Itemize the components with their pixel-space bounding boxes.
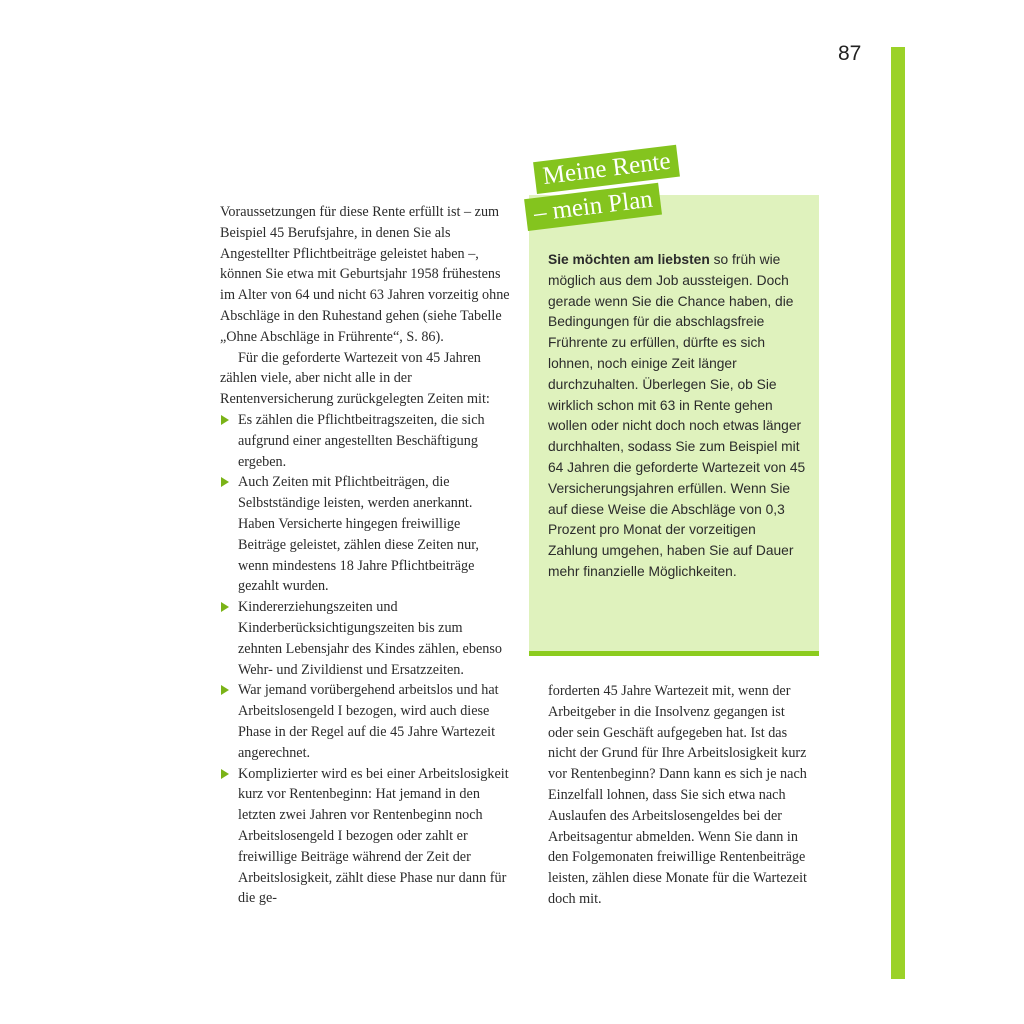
page-number: 87	[838, 42, 862, 65]
intro-paragraph: Voraussetzungen für diese Rente erfüllt ist – zum Beispiel 45 Berufsjahre, in denen Sie als Angestellter Pflichtbeiträge geleistet haben –, können Sie etwa mit Geburtsjahr 1958 frühestens im Alter von 64 und nicht 63 Jahren vorzeitig ohne Abschläge in den Ruhestand gehen (siehe Tabelle „Ohne Abschläge in Frührente“, S. 86).	[220, 204, 510, 345]
list-item-text: War jemand vorübergehend arbeitslos und hat Arbeitslosengeld I bezogen, wird auch diese Phase in der Regel auf die 45 Jahre Wartezeit angerechnet.	[238, 682, 499, 761]
list-item	[220, 597, 510, 680]
list-item-text: Kindererziehungszeiten und Kinderberücksichtigungszeiten bis zum zehnten Lebensjahr des Kindes zählen, ebenso Wehr- und Zivildienst und Ersatzzeiten.	[238, 599, 502, 678]
list-item	[220, 410, 510, 472]
triangle-bullet-icon	[221, 685, 229, 695]
accent-bar	[891, 47, 905, 979]
triangle-bullet-icon	[221, 477, 229, 487]
list-item	[220, 472, 510, 597]
list-item-text: Komplizierter wird es bei einer Arbeitslosigkeit kurz vor Rentenbeginn: Hat jemand in den letzten zwei Jahren vor Rentenbeginn noch Arbeitslosengeld I bezogen oder zahlt er freiwillige Beiträge während der Zeit der Arbeitslosigkeit, zählt diese Phase nur dann für die ge-	[238, 765, 509, 907]
list-item-text: Es zählen die Pflichtbeitragszeiten, die sich aufgrund einer angestellten Beschäftigung ergeben.	[238, 411, 485, 470]
plan-tag-line1: Meine Rente	[533, 145, 680, 194]
list-item	[220, 680, 510, 763]
triangle-bullet-icon	[221, 769, 229, 779]
right-column-paragraph: forderten 45 Jahre Wartezeit mit, wenn der Arbeitgeber in die Insolvenz gegangen ist oder sein Geschäft aufgegeben hat. Ist das nicht der Grund für Ihre Arbeitslosigkeit kurz vor Rentenbeginn? Dann kann es sich je nach Einzelfall lohnen, dass Sie sich etwa nach Auslaufen des Arbeitslosengeldes bei der Arbeitsagentur abmelden. Wenn Sie dann in den Folgemonaten freiwillige Rentenbeiträge leisten, zählen diese Monate für die Wartezeit doch mit.	[548, 683, 807, 907]
wartezeit-paragraph: Für die geforderte Wartezeit von 45 Jahren zählen viele, aber nicht alle in der Rentenversicherung zurückgelegten Zeiten mit:	[220, 349, 490, 408]
plan-tag-line2: – mein Plan	[524, 183, 662, 231]
list-item-text: Auch Zeiten mit Pflichtbeiträgen, die Selbstständige leisten, werden anerkannt. Haben Versicherte hingegen freiwillige Beiträge geleistet, zählen diese Zeiten nur, wenn mindestens 18 Jahre Pflichtbeiträge gezahlt wurden.	[238, 474, 479, 595]
triangle-bullet-icon	[221, 602, 229, 612]
list-item	[220, 764, 510, 910]
left-column	[220, 202, 510, 909]
right-column	[548, 681, 810, 910]
plan-body: so früh wie möglich aus dem Job aussteigen. Doch gerade wenn Sie die Chance haben, die Bedingungen für die abschlagsfreie Frührente zu erfüllen, dürfte es sich lohnen, noch einige Zeit länger durchzuhalten. Überlegen Sie, ob Sie wirklich schon mit 63 in Rente gehen wollen oder nicht doch noch etwas länger durchhalten, sodass Sie zum Beispiel mit 64 Jahren die geforderte Wartezeit von 45 Versicherungsjahren erfüllen. Wenn Sie auf diese Weise die Abschläge von 0,3 Prozent pro Monat der vorzeitigen Zahlung umgehen, haben Sie auf Dauer mehr finanzielle Möglichkeiten.	[548, 252, 806, 579]
bullet-list	[220, 410, 510, 909]
plan-lead: Sie möchten am liebsten	[548, 252, 710, 267]
triangle-bullet-icon	[221, 415, 229, 425]
plan-box-text	[548, 250, 808, 583]
